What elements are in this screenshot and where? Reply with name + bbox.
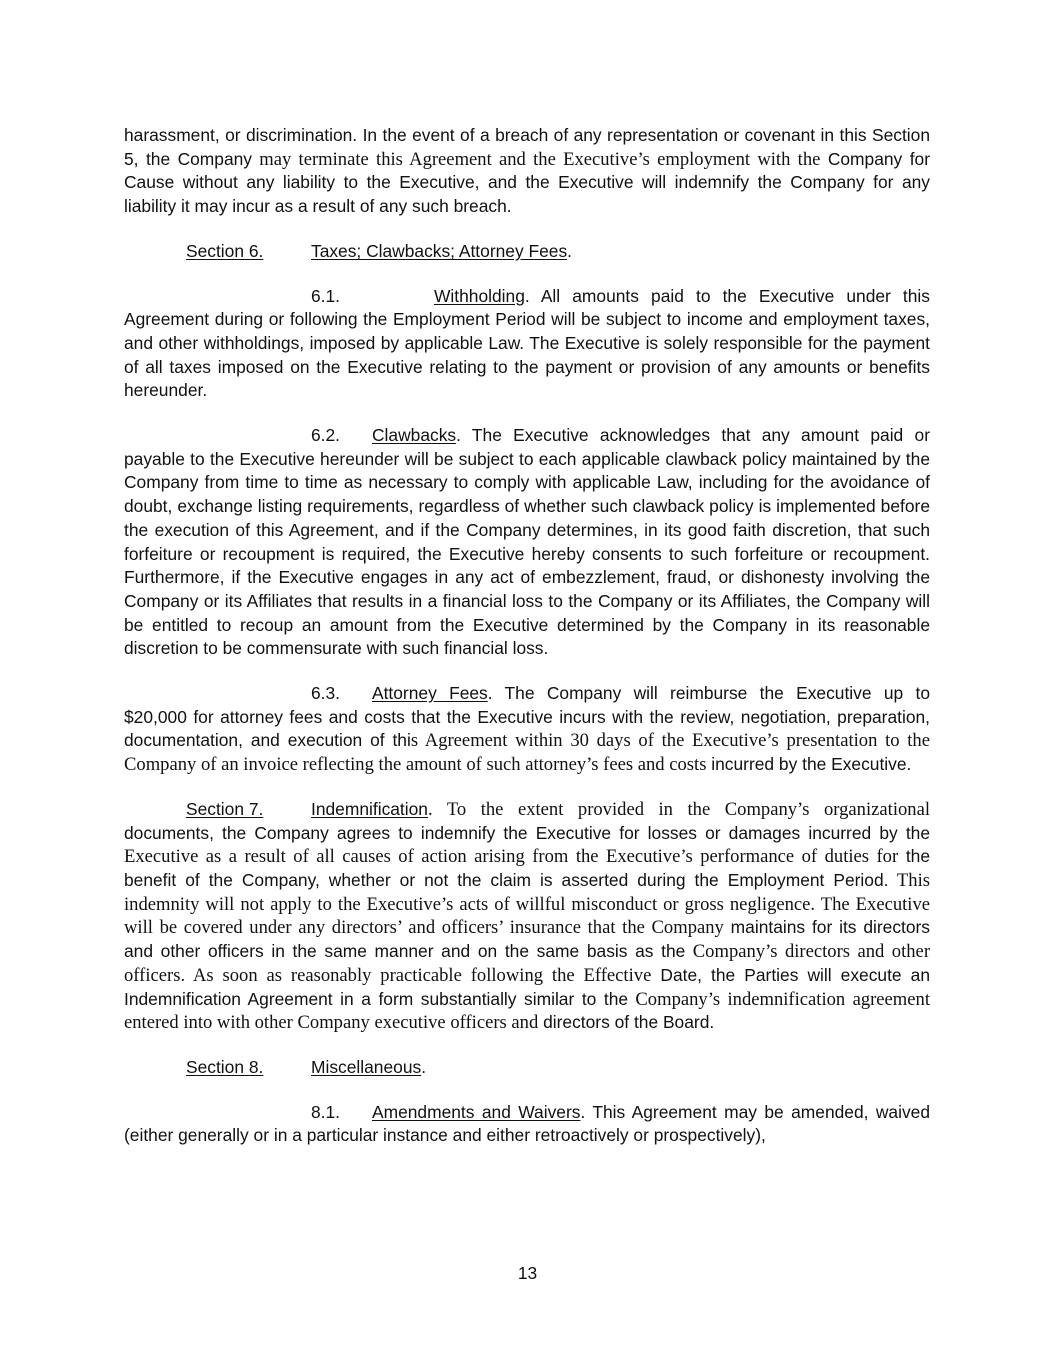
section-8-label: Section 8. <box>186 1056 264 1077</box>
subsection-6-2-number: 6.2. <box>311 425 341 446</box>
section-7-body-g: Company’s directors and other officers. As soon as reasonably practicable following the Effective <box>124 941 931 986</box>
section-8-heading <box>124 1056 930 1080</box>
section-7-body-e: This indemnity will not apply to the Executive’s acts of willful misconduct or gross negligence. The Executive will be covered under any directors’ and officers’ insurance that the Company <box>124 869 930 939</box>
section-7-body-c: Executive as a result of all causes of action arising from the Executive’s performance of duties for <box>124 846 899 868</box>
subsection-6-1 <box>124 285 930 404</box>
subsection-6-1-body: . All amounts paid to the Executive under this Agreement during or following the Employment Period will be subject to income and employment taxes, and other withholdings, imposed by applicable Law. The Executive is solely responsible for the payment of all taxes imposed on the Executive relating to the payment or provision of any amounts or benefits hereunder. <box>124 285 930 401</box>
subsection-8-1 <box>124 1101 930 1148</box>
section-6-label: Section 6. <box>186 240 264 261</box>
subsection-6-2 <box>124 424 930 661</box>
subsection-6-3-body-a: . The Company will reimburse the Executive up to $20,000 for attorney fees and costs that the Executive incurs with the review, negotiation, preparation, documentation, and execution of thi <box>124 683 930 751</box>
subsection-6-1-number: 6.1. <box>311 285 341 306</box>
subsection-6-2-body: . The Executive acknowledges that any amount paid or payable to the Executive hereunder will be subject to each applicable clawback policy maintained by the Company from time to time as necessary to comply with applicable Law, including for the avoidance of doubt, exchange listing requirements, regardless of whether such clawback policy is implemented before the execution of this Agreement, and if the Company determines, in its good faith discretion, that such forfeiture or recoupment is required, the Executive hereby consents to such forfeiture or recoupment. Furthermore, if the Executive engages in any act of embezzlement, fraud, or dishonesty involving the Company or its Affiliates that results in a financial loss to the Company or its Affiliates, the Company will be entitled to recoup an amount from the Executive determined by the Company in its reasonable discretion to be commensurate with such financial loss. <box>124 425 930 659</box>
subsection-8-1-number: 8.1. <box>311 1101 341 1122</box>
section-8-title: Miscellaneous <box>311 1056 422 1077</box>
continuation-text-1: harassment, or discrimination. In the event of a breach of any representation or covenant in this Section 5, the Company <box>124 125 930 169</box>
continuation-text-2: may terminate this Agreement and the Executive’s employment with the <box>252 148 821 170</box>
continuation-paragraph <box>124 124 930 219</box>
section-7-body-j: directors of the Board. <box>538 1012 715 1033</box>
subsection-6-3 <box>124 682 930 777</box>
section-7-body-h: Date, the Parties will execute an Indemnification Agreement in a form substantially similar to the <box>124 964 931 1009</box>
subsection-8-1-body: . This Agreement may be amended, waived (either generally or in a particular instance and either retroactively or prospectively), <box>124 1101 930 1146</box>
section-7-body-f: maintains for its directors and other officers in the same manner and on the same basis as the <box>124 917 931 962</box>
section-7-body-i: Company’s indemnification agreement entered into with other Company executive officers and <box>124 988 930 1034</box>
page-number: 13 <box>517 1263 538 1283</box>
subsection-6-3-body-b: s Agreement within 30 days of the Executive’s presentation to the Company of an invoice reflecting the amount of such attorney’s fees and costs <box>124 730 930 776</box>
section-8-period: . <box>421 1056 427 1077</box>
section-7-title: Indemnification <box>311 798 428 819</box>
section-7-body-b: documents, the Company agrees to indemnify the Executive for losses or damages incurred by the <box>124 822 930 843</box>
section-6-period: . <box>567 240 572 261</box>
subsection-6-2-title: Clawbacks <box>372 425 457 446</box>
section-7-body-a: . To the extent provided in the Company’s organizational <box>427 798 930 820</box>
subsection-8-1-title: Amendments and Waivers <box>372 1101 581 1122</box>
section-6-heading <box>124 240 930 264</box>
section-6-title: Taxes; Clawbacks; Attorney Fees <box>311 240 568 261</box>
subsection-6-3-number: 6.3. <box>311 683 341 704</box>
section-7-label: Section 7. <box>186 798 264 819</box>
subsection-6-3-title: Attorney Fees <box>372 683 488 704</box>
section-7 <box>124 798 930 1035</box>
continuation-text-3: Company for Cause without any liability to the Executive, and the Executive will indemnify the Company for any liability it may incur as a result of any such breach. <box>124 148 930 217</box>
subsection-6-3-body-c: incurred by the Executive. <box>706 754 912 775</box>
subsection-6-1-title: Withholding <box>434 285 525 306</box>
document-page <box>124 124 930 1148</box>
section-7-body-d: the benefit of the Company, whether or not the claim is asserted during the Employment Period. <box>124 846 931 890</box>
